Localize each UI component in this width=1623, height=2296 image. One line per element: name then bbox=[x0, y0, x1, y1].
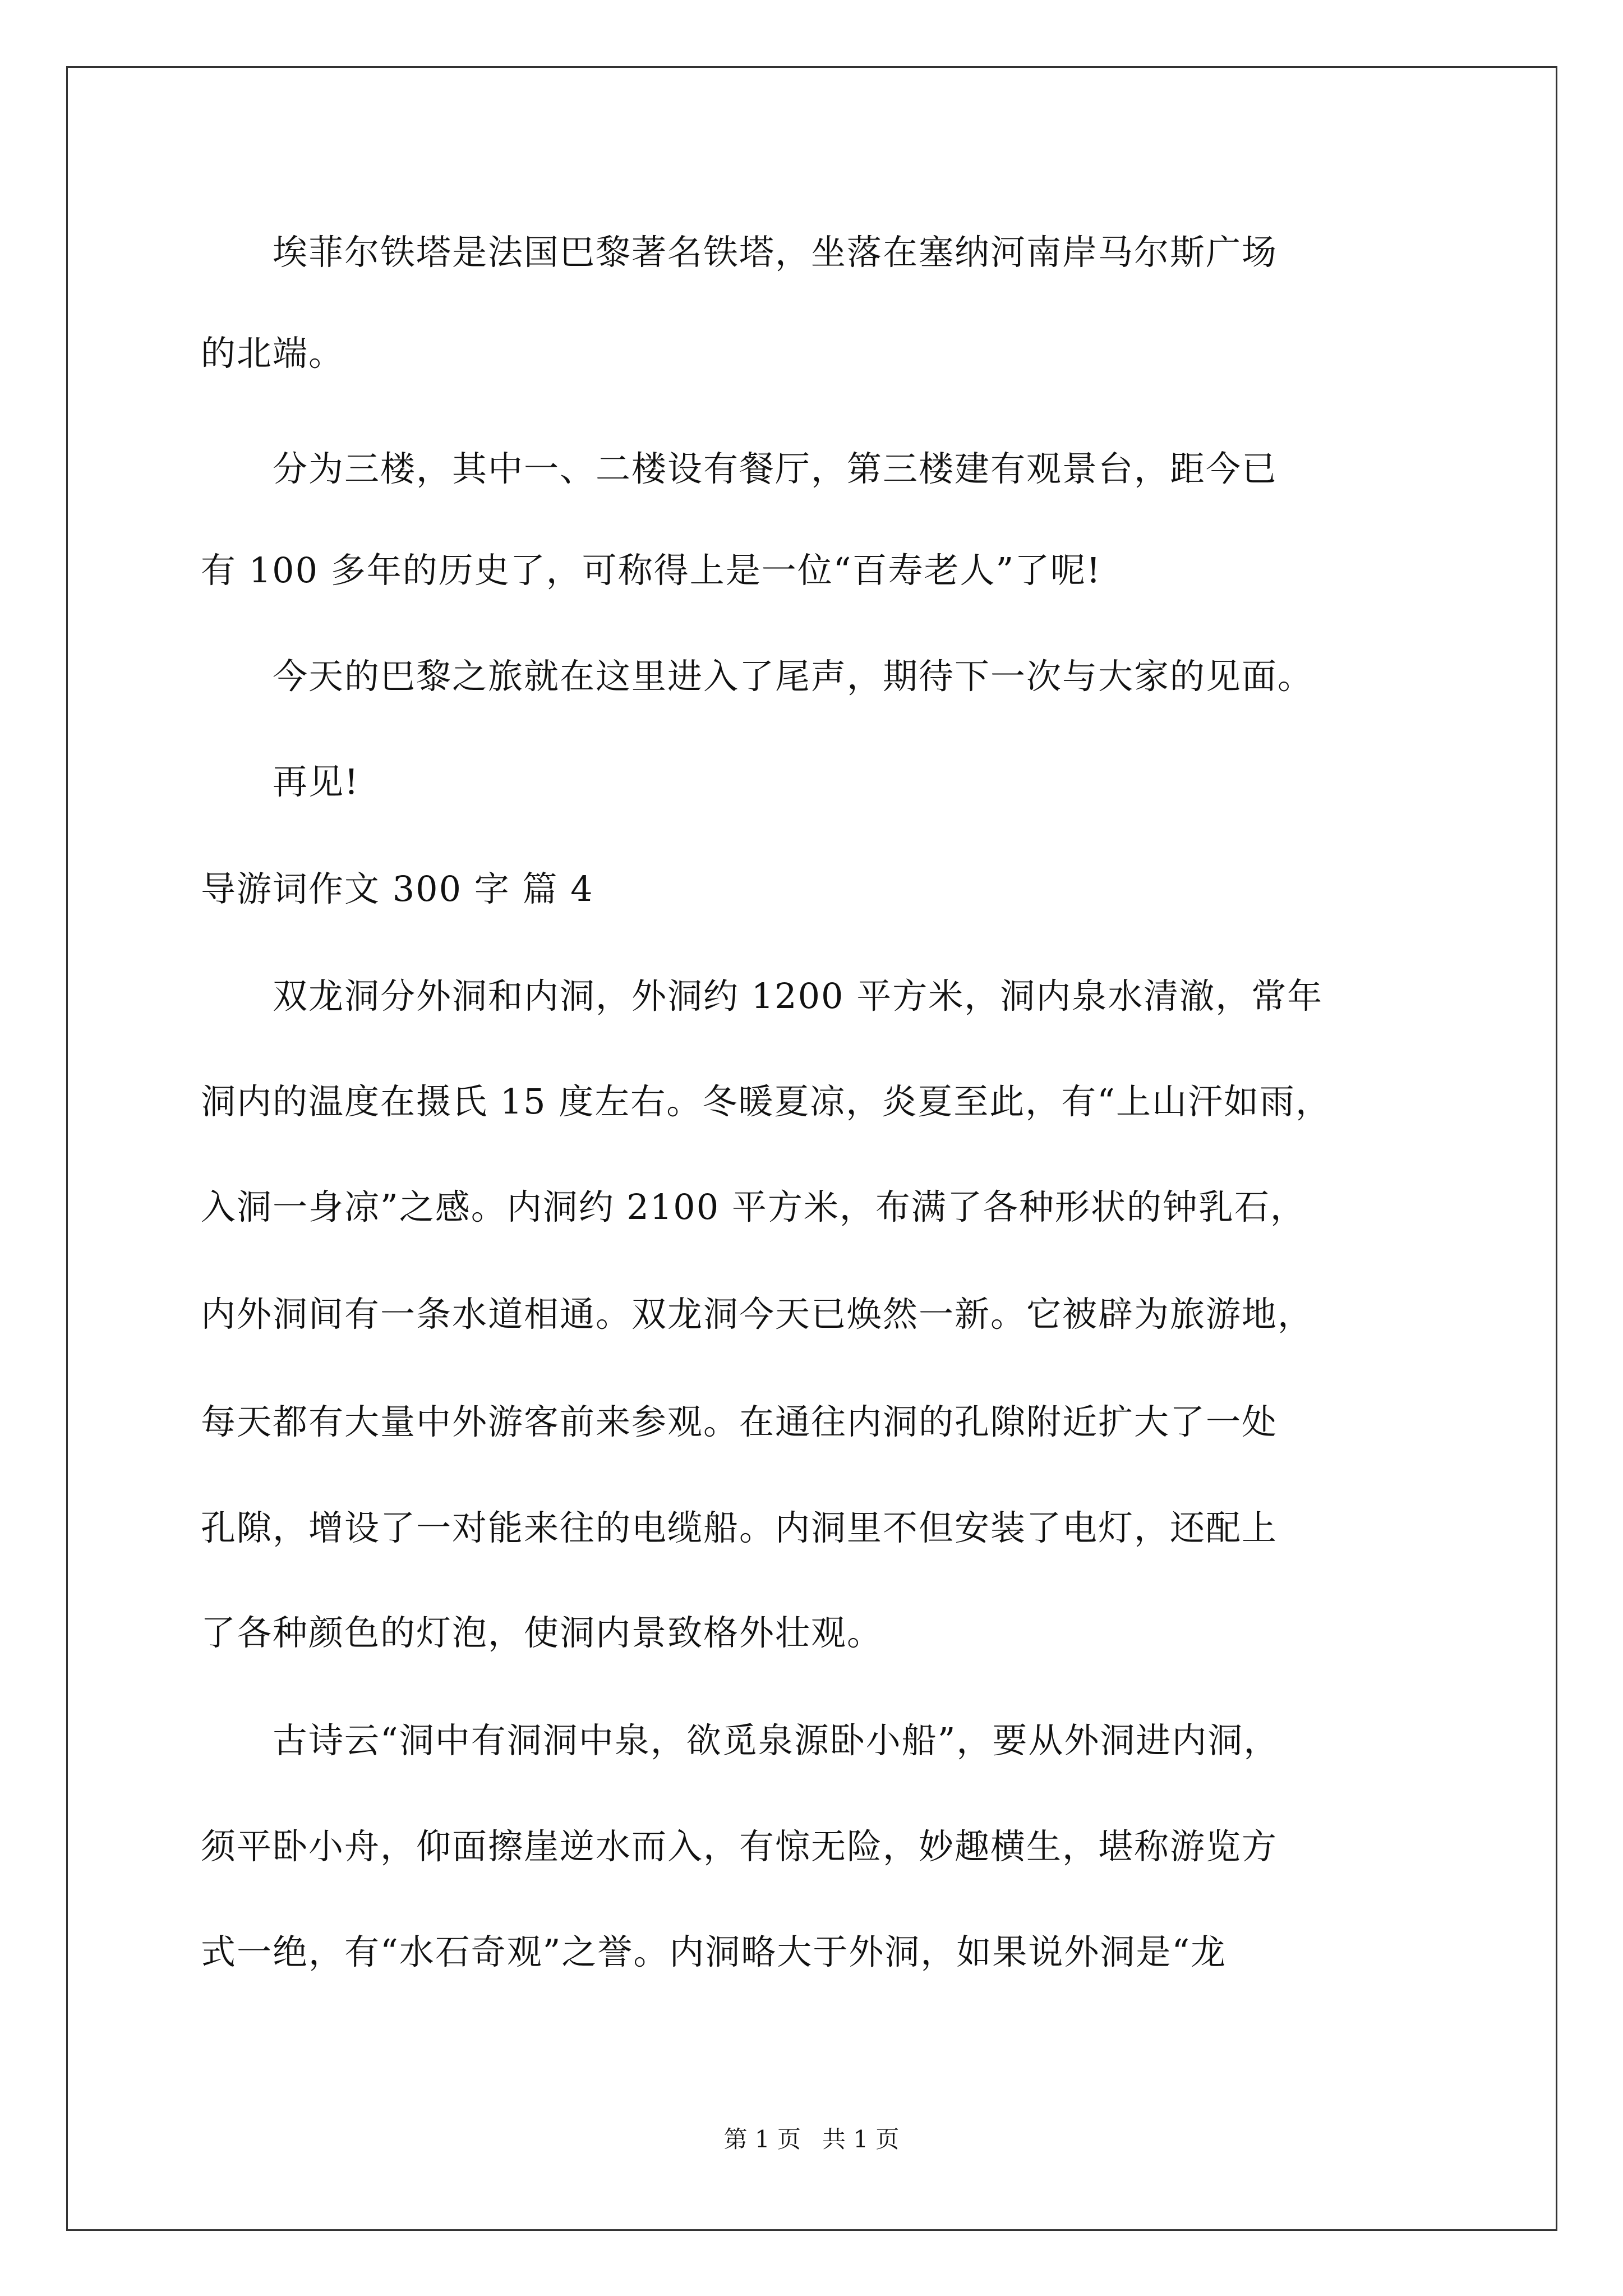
text-line: 每天都有大量中外游客前来参观。在通往内洞的孔隙附近扩大了一处 bbox=[201, 1401, 1278, 1442]
text-line: 式一绝，有“水石奇观”之誉。内洞略大于外洞，如果说外洞是“龙 bbox=[201, 1931, 1227, 1972]
text-line: 再见! bbox=[201, 761, 359, 802]
page-number: 第 1 页 bbox=[723, 2125, 801, 2153]
text-line: 入洞一身凉”之感。内洞约 2100 平方米，布满了各种形状的钟乳石， bbox=[201, 1186, 1306, 1227]
text-line: 的北端。 bbox=[201, 333, 345, 374]
text-line: 埃菲尔铁塔是法国巴黎著名铁塔，坐落在塞纳河南岸马尔斯广场 bbox=[201, 232, 1278, 273]
page-footer bbox=[0, 2123, 1623, 2156]
section-heading: 导游词作文 300 字 篇 4 bbox=[201, 868, 594, 909]
page-border bbox=[66, 66, 1557, 2231]
text-line: 须平卧小舟，仰面擦崖逆水而入，有惊无险，妙趣横生，堪称游览方 bbox=[201, 1826, 1278, 1867]
text-line: 古诗云“洞中有洞洞中泉，欲觅泉源卧小船”，要从外洞进内洞， bbox=[201, 1720, 1280, 1761]
text-line: 内外洞间有一条水道相通。双龙洞今天已焕然一新。它被辟为旅游地， bbox=[201, 1294, 1314, 1335]
text-line: 今天的巴黎之旅就在这里进入了尾声，期待下一次与大家的见面。 bbox=[201, 656, 1314, 697]
text-line: 了各种颜色的灯泡，使洞内景致格外壮观。 bbox=[201, 1612, 883, 1653]
page-total: 共 1 页 bbox=[822, 2125, 900, 2153]
text-line: 孔隙，增设了一对能来往的电缆船。内洞里不但安装了电灯，还配上 bbox=[201, 1507, 1278, 1548]
text-line: 洞内的温度在摄氏 15 度左右。冬暖夏凉，炎夏至此，有“上山汗如雨， bbox=[201, 1081, 1332, 1122]
text-line: 分为三楼，其中一、二楼设有餐厅，第三楼建有观景台，距今已 bbox=[201, 448, 1278, 489]
text-line: 双龙洞分外洞和内洞，外洞约 1200 平方米，洞内泉水清澈，常年 bbox=[201, 976, 1324, 1016]
text-line: 有 100 多年的历史了，可称得上是一位“百寿老人”了呢! bbox=[201, 550, 1102, 591]
